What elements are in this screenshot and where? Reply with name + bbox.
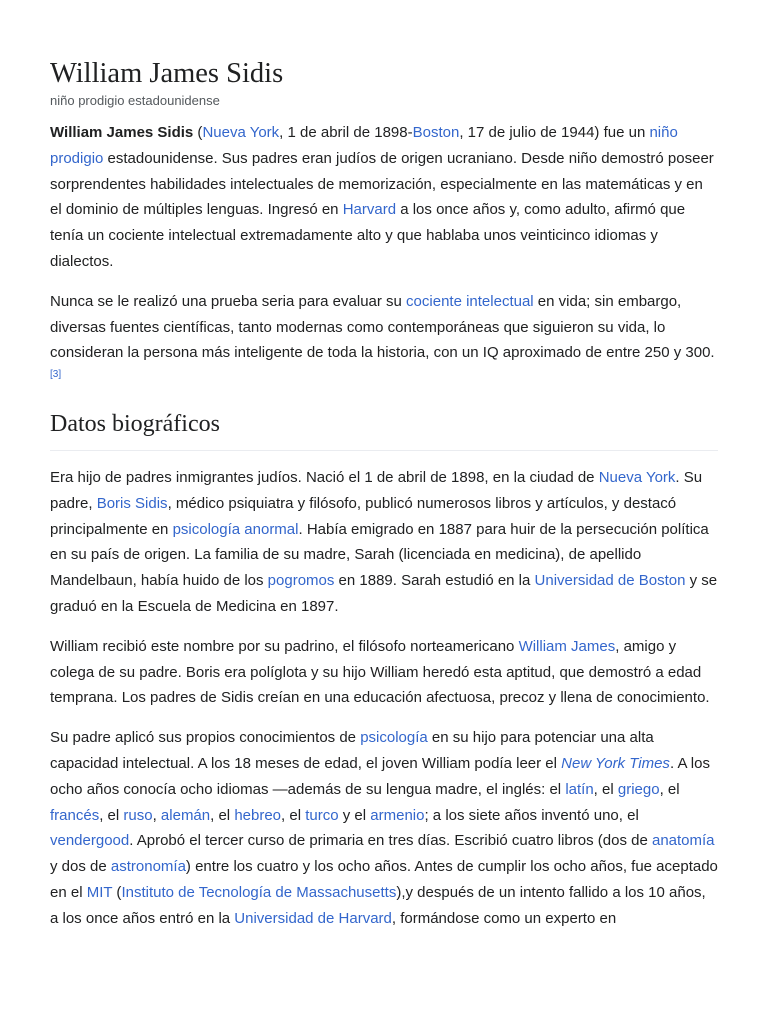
link-astronomia[interactable]: astronomía [110, 858, 186, 876]
link-boston[interactable]: Boston [412, 124, 460, 141]
link-boris-sidis[interactable]: Boris Sidis [96, 494, 168, 512]
link-nino-prodigio[interactable]: niño prodigio [50, 124, 678, 167]
intro-paragraph-1: William James Sidis (Nueva York, 1 de abril de 1898-Boston, 17 de julio de 1944) fue un niño prodigio estadounidense. Sus padres eran judíos de origen ucraniano. Desde niño demostró poseer sorprendentes habilidades intelectuales de memorización, especialmente en las matemáticas y en el dominio de múltiples lenguas. Ingresó en Harvard a los once años y, como adulto, afirmó que tenía un cociente intelectual extremadamente alto y que hablaba unos veinticinco idiomas y dialectos. [50, 124, 714, 270]
link-pogromos[interactable]: pogromos [267, 572, 335, 590]
link-mit[interactable]: MIT [86, 883, 113, 901]
intro-paragraph-2: Nunca se le realizó una prueba seria para evaluar su cociente intelectual en vida; sin embargo, diversas fuentes científicas, tanto modernas como contemporáneas que siguieron su vida, lo consideran la persona más inteligente de toda la historia, con un IQ aproximado de entre 250 y 300.[3] [50, 292, 715, 381]
link-psicologia[interactable]: psicología [360, 729, 428, 747]
page-subtitle: niño prodigio estadounidense [50, 93, 220, 108]
bio-paragraph-3: Su padre aplicó sus propios conocimientos de psicología en su hijo para potenciar una alta capacidad intelectual. A los 18 meses de edad, el joven William podía leer el New York Times. A los ocho años conocía ocho idiomas —además de su lengua madre, el inglés: el latín, el griego, el francés, el ruso, alemán, el hebreo, el turco y el armenio; a los siete años inventó uno, el vendergood. Aprobó el tercer curso de primaria en tres días. Escribió cuatro libros (dos de anatomía y dos de astronomía) entre los cuatro y los ocho años. Antes de cumplir los ocho años, fue aceptado en el MIT (Instituto de Tecnología de Massachusetts),y después de un intento fallido a los 10 años, a los once años entró en la Universidad de Harvard, formándose como un experto en [50, 729, 718, 927]
link-hebreo[interactable]: hebreo [234, 806, 282, 824]
link-griego[interactable]: griego [617, 780, 660, 798]
link-nueva-york[interactable]: Nueva York [598, 468, 676, 486]
link-armenio[interactable]: armenio [370, 806, 425, 824]
link-frances[interactable]: francés [50, 806, 100, 824]
link-psicologia-anormal[interactable]: psicología anormal [172, 520, 299, 538]
page-title: William James Sidis [50, 58, 284, 89]
link-vendergood[interactable]: vendergood [50, 832, 130, 850]
bio-paragraph-1: Era hijo de padres inmigrantes judíos. Nació el 1 de abril de 1898, en la ciudad de Nueva York. Su padre, Boris Sidis, médico psiquiatra y filósofo, publicó numerosos libros y artículos, y destacó principalmente en psicología anormal. Había emigrado en 1887 para huir de la persecución política en su país de origen. La familia de su madre, Sarah (licenciada en medicina), de apellido Mandelbaun, había huido de los pogromos en 1889. Sarah estudió en la Universidad de Boston y se graduó en la Escuela de Medicina en 1897. [50, 468, 718, 615]
section-heading-datos-biograficos: Datos biográficos [50, 408, 718, 451]
subject-name: William James Sidis [50, 124, 194, 141]
link-latin[interactable]: latín [565, 780, 594, 798]
link-universidad-de-boston[interactable]: Universidad de Boston [534, 572, 686, 590]
link-instituto-tecnologia-massachusetts[interactable]: Instituto de Tecnología de Massachusetts [121, 883, 397, 901]
reference-3[interactable]: [3] [50, 369, 62, 381]
link-new-york-times[interactable]: New York Times [561, 754, 670, 772]
link-william-james[interactable]: William James [518, 637, 616, 655]
link-anatomia[interactable]: anatomía [651, 832, 715, 850]
link-aleman[interactable]: alemán [160, 806, 211, 824]
link-universidad-de-harvard[interactable]: Universidad de Harvard [234, 909, 392, 927]
bio-paragraph-2: William recibió este nombre por su padrino, el filósofo norteamericano William James, amigo y colega de su padre. Boris era políglota y su hijo William heredó esta aptitud, que demostró a edad temprana. Los padres de Sidis creían en una educación afectuosa, precoz y llena de conocimiento. [50, 637, 710, 707]
link-ruso[interactable]: ruso [123, 806, 153, 824]
link-harvard[interactable]: Harvard [342, 201, 397, 219]
link-cociente-intelectual[interactable]: cociente intelectual [406, 292, 534, 310]
link-turco[interactable]: turco [305, 806, 339, 824]
link-nueva-york[interactable]: Nueva York [202, 124, 280, 141]
